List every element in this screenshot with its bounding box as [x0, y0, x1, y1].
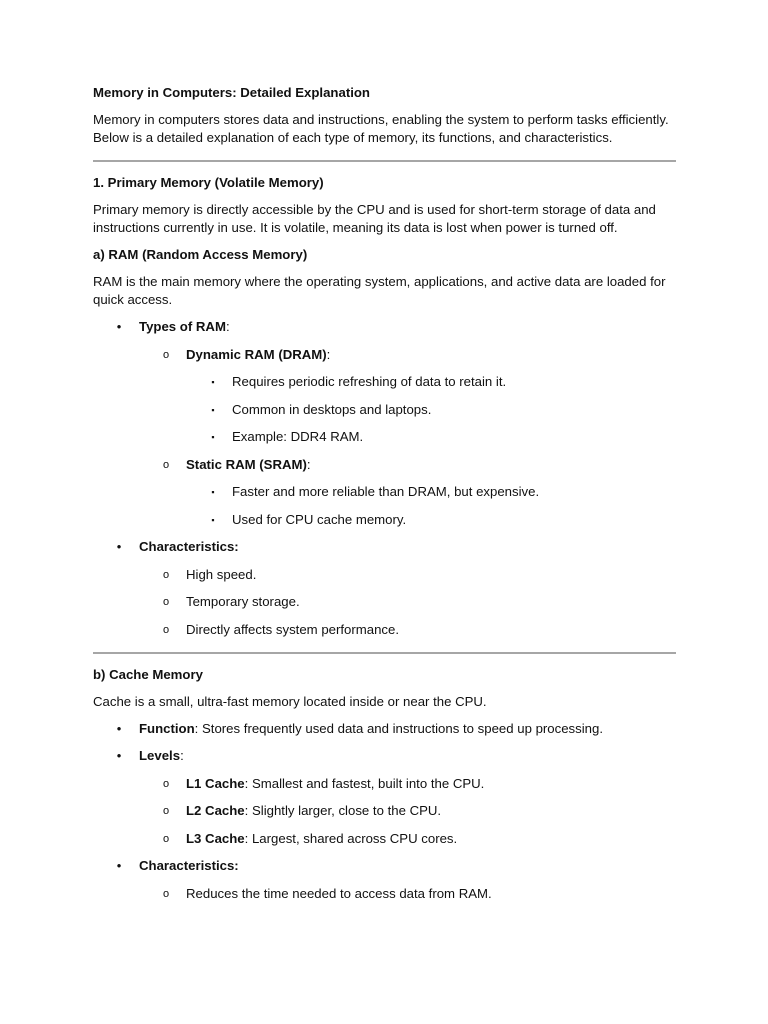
horizontal-rule — [93, 652, 676, 654]
bullet-icon: ▪ — [211, 432, 215, 442]
bullet-icon: ▪ — [211, 377, 215, 387]
function-label: Function — [139, 720, 195, 736]
document-title: Memory in Computers: Detailed Explanation — [93, 85, 370, 100]
list-item — [93, 428, 676, 446]
bullet-icon: • — [116, 319, 122, 334]
list-item — [93, 720, 676, 738]
list-item — [93, 483, 676, 501]
bullet-icon: o — [162, 887, 170, 900]
dram-item-text: Example: DDR4 RAM. — [232, 429, 364, 444]
ram-characteristic-text: Temporary storage. — [186, 594, 300, 609]
list-item — [93, 373, 676, 391]
cache-level-label: L2 Cache — [186, 803, 245, 818]
bullet-icon: o — [162, 805, 170, 817]
list-item — [93, 802, 676, 820]
horizontal-rule — [93, 160, 676, 162]
types-of-ram-label: Types of RAM — [139, 319, 226, 334]
cache-characteristics-label: Characteristics: — [139, 858, 239, 873]
bullet-icon: o — [162, 832, 170, 845]
bullet-icon: ▪ — [211, 514, 215, 525]
dram-item-text: Common in desktops and laptops. — [232, 401, 432, 417]
cache-level-label: L1 Cache — [186, 775, 245, 791]
bullet-icon: ▪ — [211, 404, 215, 415]
list-item — [93, 456, 676, 474]
list-item — [93, 747, 676, 765]
cache-paragraph: Cache is a small, ultra-fast memory located inside or near the CPU. — [93, 693, 487, 709]
cache-level-text: : Slightly larger, close to the CPU. — [244, 803, 442, 818]
colon: : — [326, 346, 331, 362]
bullet-icon: • — [116, 748, 122, 763]
list-item — [93, 621, 676, 639]
list-item — [93, 511, 676, 529]
cache-level-text: : Smallest and fastest, built into the CPU. — [244, 775, 485, 791]
dram-label: Dynamic RAM (DRAM) — [186, 346, 327, 362]
ram-characteristics-label: Characteristics: — [139, 539, 239, 554]
ram-characteristic-text: High speed. — [186, 566, 257, 582]
cache-level-label: L3 Cache — [186, 830, 245, 846]
list-item — [93, 885, 676, 903]
dram-item-text: Requires periodic refreshing of data to retain it. — [232, 374, 507, 389]
function-text: : Stores frequently used data and instructions to speed up processing. — [194, 720, 604, 736]
list-item — [93, 538, 676, 556]
colon: : — [180, 748, 184, 763]
cache-heading: b) Cache Memory — [93, 666, 203, 682]
ram-characteristic-text: Directly affects system performance. — [186, 621, 400, 637]
ram-paragraph: RAM is the main memory where the operating system, applications, and active data are loaded for quick access. — [93, 274, 666, 307]
bullet-icon: • — [116, 720, 122, 736]
list-item — [93, 593, 676, 611]
ram-heading: a) RAM (Random Access Memory) — [93, 247, 308, 262]
sram-item-text: Faster and more reliable than DRAM, but expensive. — [232, 484, 540, 499]
document-page — [93, 84, 676, 912]
list-item — [93, 830, 676, 848]
cache-level-text: : Largest, shared across CPU cores. — [244, 830, 458, 846]
colon: : — [225, 319, 230, 334]
intro-paragraph: Memory in computers stores data and instructions, enabling the system to perform tasks efficiently. Below is a detailed explanation of each type of memory, its functions, and characteristics. — [93, 112, 669, 145]
primary-memory-heading: 1. Primary Memory (Volatile Memory) — [93, 175, 324, 190]
list-item — [93, 346, 676, 364]
list-item — [93, 566, 676, 584]
primary-memory-paragraph: Primary memory is directly accessible by the CPU and is used for short-term storage of data and instructions currently in use. It is volatile, meaning its data is lost when power is turned off. — [93, 202, 656, 235]
levels-label: Levels — [139, 748, 181, 763]
list-item — [93, 318, 676, 336]
bullet-icon: o — [162, 623, 170, 636]
sram-label: Static RAM (SRAM) — [186, 456, 307, 472]
bullet-icon: o — [162, 777, 170, 790]
bullet-icon: o — [162, 458, 170, 471]
bullet-icon: o — [162, 348, 170, 361]
bullet-icon: o — [162, 568, 170, 581]
bullet-icon: • — [116, 539, 122, 554]
cache-characteristic-text: Reduces the time needed to access data from RAM. — [186, 885, 492, 901]
sram-item-text: Used for CPU cache memory. — [232, 511, 407, 527]
bullet-icon: ▪ — [211, 487, 215, 497]
list-item — [93, 775, 676, 793]
colon: : — [306, 456, 311, 472]
bullet-icon: • — [116, 858, 122, 873]
bullet-icon: o — [162, 596, 170, 608]
list-item — [93, 857, 676, 875]
list-item — [93, 401, 676, 419]
